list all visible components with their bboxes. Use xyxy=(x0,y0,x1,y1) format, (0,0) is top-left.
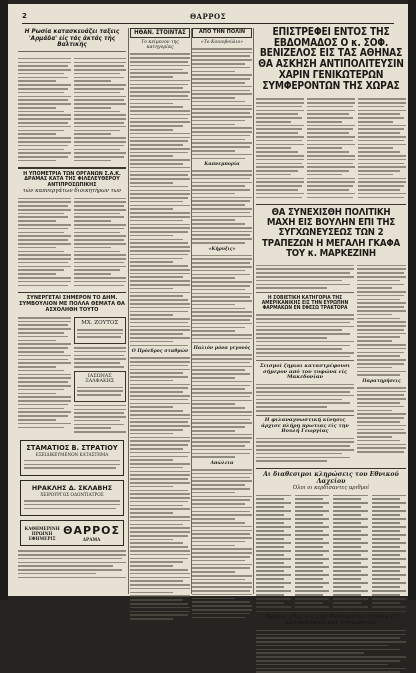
page-edge-left xyxy=(0,0,8,600)
column-1 xyxy=(18,28,126,596)
ad-tharros xyxy=(20,520,124,546)
col2-headline: ΗΘΑΝ. ΣΤΟΙΝΤΑΣ xyxy=(130,28,190,38)
paper-name: ΘΑΡΡΟΣ xyxy=(189,12,227,21)
main-subhead-3: Η φιλαναγνωστική κίνησις άρχισε πλήρη πρωτιας είς την Βουλή Γεωργίας xyxy=(261,417,349,435)
col3-subhead-2: Καπνεμπορία xyxy=(204,162,240,168)
col1-subhead-2: τών καπνεργάτων διοικητήρων των xyxy=(22,187,122,194)
lottery-title: Αι διαθεσιμοι κληρώσεις του Εθνικού Λαχείου xyxy=(263,471,399,485)
ad-stratiou-sub: ΕΞΕΙΔΙΚΕΥΜΕΝΟΝ ΚΑΤΑΣΤΗΜΑ xyxy=(35,451,109,457)
column-rule xyxy=(128,28,129,594)
page-number: 2 xyxy=(22,12,27,20)
main-headline: ΕΠΙΣΤΡΕΦΕΙ ΕΝΤΟΣ ΤΗΣ ΕΒΔΟΜΑΔΟΣ Ο κ. ΣΟΦ. ΒΕΝΙΖΕΛΟΣ ΕΙΣ ΤΑΣ ΑΘΗΝΑΣ ΘΑ ΑΣΚΗΣΗ ΑΝΤΙΠΟΛΙΤΕΥΣΙΝ ΧΑΡΙΝ ΓΕΝΙΚΩΤΕΡΩΝ ΣΥΜΦΕΡΟΝΤΩΝ ΤΗΣ ΧΩΡΑΣ xyxy=(258,27,404,92)
ad-tharros-left: ΚΑΘΗΜΕΡΙΝΗ ΠΡΩΙΝΗ ΕΦΗΜΕΡΙΣ xyxy=(24,525,60,541)
ad-sklavis-sub: ΧΕΙΡΟΥΡΓΟΣ ΟΔΟΝΤΙΑΤΡΟΣ xyxy=(40,491,104,497)
col1-text-e xyxy=(18,317,71,433)
main-headline-2: ΘΑ ΣΥΝΕΧΙΣΘΗ ΠΟΛΙΤΙΚΗ ΜΑΧΗ ΕΙΣ ΒΟΥΛΗΝ ΕΠΙ ΤΗΣ ΣΥΓΧΩΝΕΥΣΕΩΣ ΤΩΝ 2 ΤΡΑΠΕΖΩΝ Η ΜΕΓΑΛΗ ΓΚΑΦΑ ΤΟΥ κ. ΜΑΡΚΕΖΙΝΗ xyxy=(262,207,400,259)
lottery-subtitle: Όλοι οι κερδίσαντες αριθμοί xyxy=(292,484,370,491)
col3-subhead-3: «Κήρυξις» xyxy=(208,246,236,252)
col2-subhead: Το κείμενον της κατηγορίας xyxy=(141,40,179,51)
col1-text-c xyxy=(18,198,71,287)
main-subhead-2: Σεισμοί ζημιαι καταστρέφουσι σήμερον από τον τυφώνα είς Μακεδονίαν xyxy=(259,363,351,381)
ad-tharros-name: ΘΑΡΡΟΣ xyxy=(63,524,120,538)
page-edge-right xyxy=(408,0,416,600)
ad-stratiou-title: ΣΤΑΜΑΤΙΟΣ Β. ΣΤΡΑΤΙΟΥ xyxy=(26,443,118,452)
col1-headline: Η Ρωσία κατασκευάζει ταξεις 'Αρμάδα' είς τάς άκτάς τής Βαλτικής xyxy=(24,27,120,49)
col3-subhead: «Το Κοινοβούλιο» xyxy=(200,39,244,45)
ad-stratiou xyxy=(20,440,124,476)
ad-tharros-place: ΔΡΑΜΑ xyxy=(82,537,101,543)
ad-sklavis xyxy=(20,480,124,516)
col1-box-ads xyxy=(74,314,127,436)
col1-text-d xyxy=(74,198,127,287)
col3-subhead-4: Παλιόν μόνα γεγονός xyxy=(193,346,251,352)
main-bottom-headline: Ήρχισε χθες εις την Βουλγαρίαν η δίκη 11 κατασκόπων καί συνωμοτών xyxy=(264,613,398,626)
column-rule xyxy=(253,28,254,594)
main-column xyxy=(256,27,406,626)
page-masthead xyxy=(22,10,394,24)
col1-headline-2: Η ΥΠΟΜΕΤΡΙΑ ΤΩΝ ΟΡΓΑΝΩΝ Σ.Α.Κ. ΔΡΑΜΑΣ ΚΑΤΑ ΤΗΣ ΦΙΛΕΛΕΥΘΕΡΟΥ ΑΝΤΙΠΡΟΣΩΠΙΚΗΣ xyxy=(23,170,121,188)
col3-headline: ΑΠΟ ΤΗΝ ΠΟΛΙΝ xyxy=(192,28,252,38)
box-ad-1: ΜΧ. ΖΟΥΤΟΣ xyxy=(81,319,119,326)
main-subhead-1: Η ΣΟΒΙΕΤΙΚΗ ΚΑΤΗΓΟΡΙΑ ΤΗΣ ΑΜΕΡΙΚΑΝΙΚΗΣ ΕΙΣ ΤΗΝ ΕΥΡΩΠΗΝ ΦΑΡΜΑΚΩΝ ΕΝ ΕΦΕΣΩ ΤΡΑΚΤΟΡΑ xyxy=(261,294,349,311)
col1-headline-3: ΣΥΝΕΡΓΕΤΑΙ ΣΗΜΕΡΟΝ ΤΟ ΔΗΜ. ΣΥΜΒΟΥΛΙΟΝ ΜΕ ΠΟΛΛΑ ΘΕΜΑΤΑ ΘΑ ΑΣΧΟΛΗΘΗ ΤΟΥΤΟ xyxy=(19,295,125,314)
col2-subhead-2: Ο Πρόεδρος σταθμών xyxy=(131,349,189,355)
column-2 xyxy=(130,28,190,596)
ad-sklavis-title: ΗΡΑΚΛΗΣ Δ. ΣΚΛΑΒΗΣ xyxy=(31,483,113,492)
column-3 xyxy=(192,28,252,596)
lottery-numbers-table xyxy=(256,495,406,608)
main-right-subhead: Παρατηρήσεις xyxy=(362,378,401,384)
newspaper-page xyxy=(8,4,408,626)
col1-text-a xyxy=(18,58,71,162)
col3-subhead-5: Απώλεια xyxy=(210,460,234,466)
box-ad-2: ΙΑΣΩΝΑΣ ΞΑΛΦΑΚΗΣ xyxy=(85,373,115,384)
col1-text-b xyxy=(74,58,127,162)
